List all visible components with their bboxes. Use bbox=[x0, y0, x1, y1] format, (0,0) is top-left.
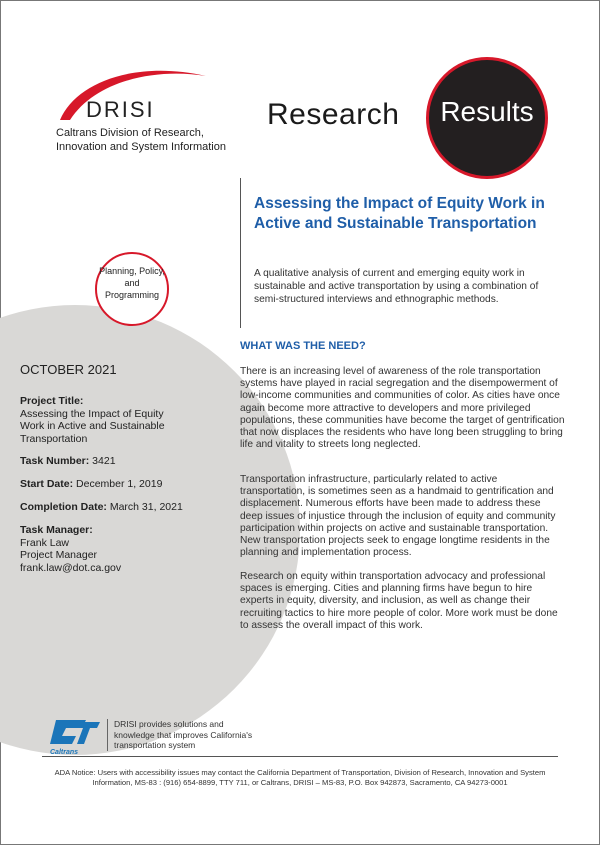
task-manager-block bbox=[20, 524, 121, 574]
category-line-1: Planning, Policy, bbox=[99, 266, 165, 276]
logo-wordmark: DRISI bbox=[86, 97, 155, 122]
caltrans-ct-icon bbox=[46, 716, 102, 756]
task-number-value: 3421 bbox=[92, 455, 116, 467]
start-date-row bbox=[20, 478, 162, 491]
footer-divider bbox=[42, 756, 558, 757]
project-title-block bbox=[20, 395, 180, 445]
project-title-label: Project Title: bbox=[20, 395, 84, 407]
need-paragraph-2: Transportation infrastructure, particularly related to active transportation, is sometimes seen as a handmaid to gentrification and displacement. Numerous efforts have been made to address these deep issues of injustice through the inclusion of equity and community participation within projects on active and sustainable transportation. New transportation projects seek to engage longtime residents in the planning and implementation process. bbox=[240, 474, 556, 559]
task-number-row bbox=[20, 455, 116, 468]
publication-month: OCTOBER 2021 bbox=[20, 362, 117, 377]
logo-subtitle-line-1: Caltrans Division of Research, bbox=[56, 127, 204, 139]
title-divider bbox=[240, 178, 241, 328]
start-date-label: Start Date: bbox=[20, 478, 74, 490]
caltrans-logo bbox=[46, 716, 102, 756]
task-manager-label: Task Manager: bbox=[20, 524, 93, 536]
need-heading: WHAT WAS THE NEED? bbox=[240, 340, 366, 352]
category-line-3: Programming bbox=[104, 290, 160, 300]
task-manager-name: Frank Law bbox=[20, 536, 70, 549]
ada-notice: ADA Notice: Users with accessibility issues may contact the California Department of Transportation, Division of Research, Innovation and System Information, MS-83 : (916) 654-8899, TTY 711, or Caltrans, DRISI – MS-83, P.O. Box 942873, Sacramento, CA 94273-0001 bbox=[54, 768, 546, 787]
results-heading: Results bbox=[440, 96, 534, 127]
completion-date-row bbox=[20, 501, 183, 514]
summary-text: A qualitative analysis of current and emerging equity work in sustainable and active transportation by using a combination of semi-structured interviews and ethnographic methods. bbox=[254, 268, 539, 305]
research-heading: Research bbox=[267, 98, 400, 131]
category-tag bbox=[95, 265, 169, 301]
need-paragraph-1: There is an increasing level of awareness of the role transportation systems have played in racial segregation and the disempowerment of low-income communities and communities of color. As cities have once again become more attractive to developers and more privileged populations, these communities have become the target of gentrification that now displaces the residents who have long been struggling to bring life and vitality to streets long neglected. bbox=[240, 366, 565, 451]
caltrans-wordmark: Caltrans bbox=[50, 749, 79, 756]
drisi-caption: DRISI provides solutions and knowledge that improves California's transportation system bbox=[107, 719, 264, 751]
need-paragraph-3: Research on equity within transportation advocacy and professional spaces is emerging. Cities and planning firms have begun to hire experts in equity, diversity, and inclusion, as well as change their recruiting tactics to hire more people of color. More work must be done to assess the overall impact of this work. bbox=[240, 571, 558, 631]
document-title: Assessing the Impact of Equity Work in Active and Sustainable Transportation bbox=[254, 195, 545, 232]
logo-subtitle bbox=[56, 126, 226, 154]
completion-date-label: Completion Date: bbox=[20, 501, 107, 513]
task-manager-email[interactable]: frank.law@dot.ca.gov bbox=[20, 561, 122, 574]
completion-date-value: March 31, 2021 bbox=[109, 501, 183, 513]
start-date-value: December 1, 2019 bbox=[76, 478, 163, 490]
logo-subtitle-line-2: Innovation and System Information bbox=[56, 141, 226, 153]
project-title-value: Assessing the Impact of Equity Work in Active and Sustainable Transportation bbox=[20, 407, 165, 445]
task-manager-role: Project Manager bbox=[20, 549, 98, 561]
task-number-label: Task Number: bbox=[20, 455, 90, 467]
category-line-2: and bbox=[124, 278, 140, 288]
